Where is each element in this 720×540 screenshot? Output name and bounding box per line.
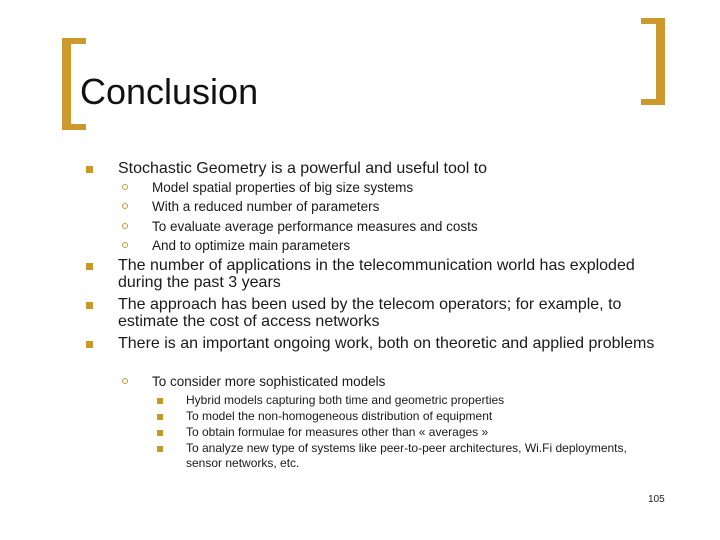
circle-bullet-icon [122,203,128,209]
title-bracket-right-top [641,18,665,24]
bullet-item: Stochastic Geometry is a powerful and useful tool to [118,160,488,177]
sub-bullet-item: With a reduced number of parameters [152,199,380,214]
sub-bullet-item: To consider more sophisticated models [152,374,386,389]
square-bullet-icon [157,446,163,452]
bullet-item: There is an important ongoing work, both on theoretic and applied problems [118,335,655,352]
square-bullet-icon [86,341,93,348]
sub-sub-bullet-item: To obtain formulae for measures other than « averages » [186,425,489,439]
square-bullet-icon [157,398,163,404]
bullet-item: The number of applications in the telecommunication world has exploded during the past 3 years [118,257,635,291]
slide-title: Conclusion [80,71,259,112]
title-bracket-right [656,18,665,105]
title-bracket-left-bottom [62,124,86,130]
title-bracket-left-top [62,38,86,44]
sub-bullet-item: To evaluate average performance measures and costs [152,219,478,234]
page-number: 105 [648,494,665,505]
title-bracket-right-bottom [641,99,665,105]
circle-bullet-icon [122,184,128,190]
square-bullet-icon [157,414,163,420]
square-bullet-icon [86,166,93,173]
circle-bullet-icon [122,378,128,384]
circle-bullet-icon [122,223,128,229]
title-bracket-left [62,38,71,130]
sub-sub-bullet-item: To analyze new type of systems like peer-to-peer architectures, Wi.Fi deployments, sensor networks, etc. [186,441,627,470]
square-bullet-icon [157,430,163,436]
square-bullet-icon [86,302,93,309]
square-bullet-icon [86,263,93,270]
bullet-item: The approach has been used by the telecom operators; for example, to estimate the cost of access networks [118,296,622,330]
sub-bullet-item: Model spatial properties of big size systems [152,180,414,195]
sub-bullet-item: And to optimize main parameters [152,238,351,253]
sub-sub-bullet-item: To model the non-homogeneous distribution of equipment [186,409,493,423]
circle-bullet-icon [122,242,128,248]
sub-sub-bullet-item: Hybrid models capturing both time and geometric properties [186,393,505,407]
